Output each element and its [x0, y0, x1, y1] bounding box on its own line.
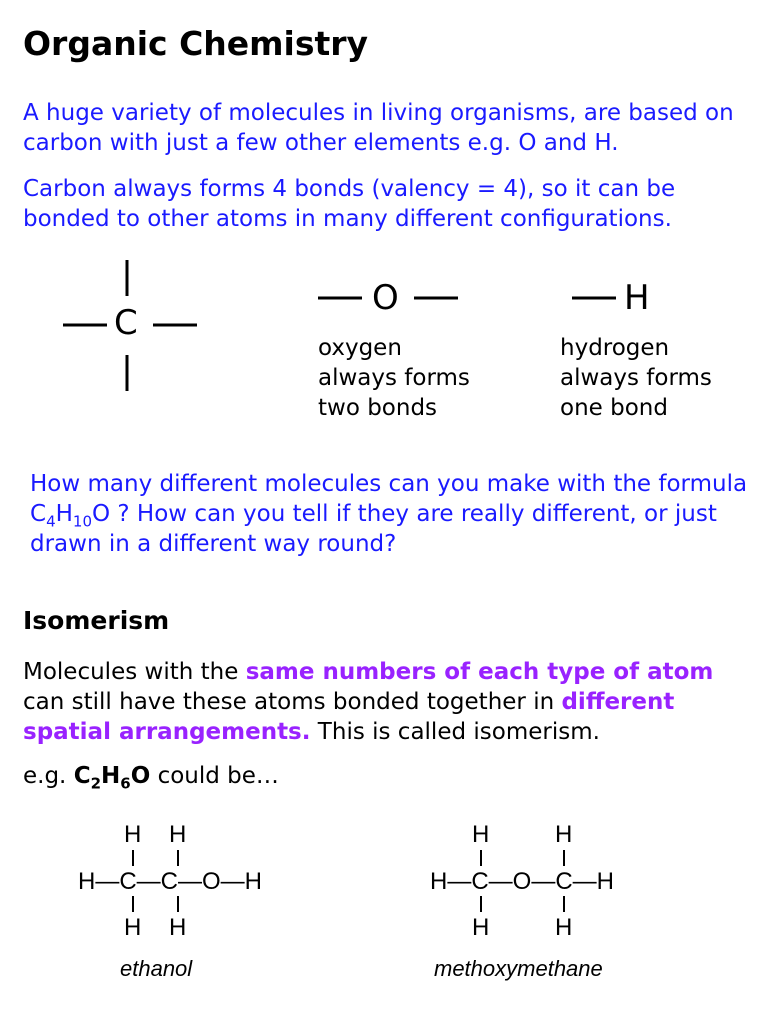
eg-c-sub: 2: [90, 774, 102, 793]
hydrogen-desc-line: one bond: [560, 395, 668, 421]
hydrogen-description: [560, 333, 712, 423]
isomerism-heading: Isomerism: [23, 606, 170, 635]
hydrogen-symbol: H: [624, 278, 650, 318]
question-paragraph: [30, 469, 750, 559]
eg-suffix: could be…: [150, 763, 279, 789]
isomerism-paragraph: [23, 657, 753, 747]
methoxymethane-top-h: H: [472, 821, 490, 848]
ethanol-top-h: H: [124, 821, 142, 848]
oxygen-desc-line: oxygen: [318, 335, 402, 361]
intro-paragraph-1: A huge variety of molecules in living organisms, are based on carbon with just a few other elements e.g. O and H.: [23, 100, 734, 156]
intro-paragraph-2: Carbon always forms 4 bonds (valency = 4), so it can be bonded to other atoms in many different configurations.: [23, 176, 676, 232]
highlight-spatial: different spatial arrangements.: [23, 689, 675, 745]
oxygen-symbol: O: [372, 278, 399, 318]
question-part2: O ? How can you tell if they are really different, or just drawn in a different way round?: [30, 501, 717, 557]
eg-o: O: [130, 763, 151, 789]
hydrogen-desc-line: always forms: [560, 365, 712, 391]
question-part1: How many different molecules can you make with the formula C: [30, 471, 748, 527]
eg-h: H: [101, 763, 121, 789]
methoxymethane-label: methoxymethane: [434, 956, 603, 981]
methoxymethane-bottom-h: H: [472, 914, 490, 941]
example-formula: [23, 761, 279, 791]
page-title: Organic Chemistry: [23, 24, 369, 63]
question-sub1: 4: [46, 512, 56, 531]
methoxymethane-top-h: H: [555, 821, 573, 848]
isomerism-text-c: This is called isomerism.: [310, 719, 600, 745]
ethanol-bottom-h: H: [124, 914, 142, 941]
eg-c: C: [73, 763, 91, 789]
ethanol-bottom-h: H: [169, 914, 187, 941]
highlight-same-numbers: same numbers of each type of atom: [245, 659, 714, 685]
methoxymethane-bottom-h: H: [555, 914, 573, 941]
carbon-symbol: C: [114, 303, 138, 343]
question-mid1: H: [55, 501, 73, 527]
methoxymethane-main-row: H—C—O—C—H: [430, 868, 614, 895]
isomerism-text-a: Molecules with the: [23, 659, 246, 685]
isomerism-text-b: can still have these atoms bonded together in: [23, 689, 562, 715]
ethanol-top-h: H: [169, 821, 187, 848]
ethanol-main-row: H—C—C—O—H: [78, 868, 262, 895]
oxygen-desc-line: two bonds: [318, 395, 438, 421]
eg-h-sub: 6: [120, 774, 131, 793]
hydrogen-desc-line: hydrogen: [560, 335, 670, 361]
oxygen-desc-line: always forms: [318, 365, 470, 391]
ethanol-label: ethanol: [120, 956, 193, 981]
oxygen-description: [318, 333, 470, 423]
question-sub2: 10: [72, 512, 92, 531]
eg-prefix: e.g.: [23, 763, 74, 789]
